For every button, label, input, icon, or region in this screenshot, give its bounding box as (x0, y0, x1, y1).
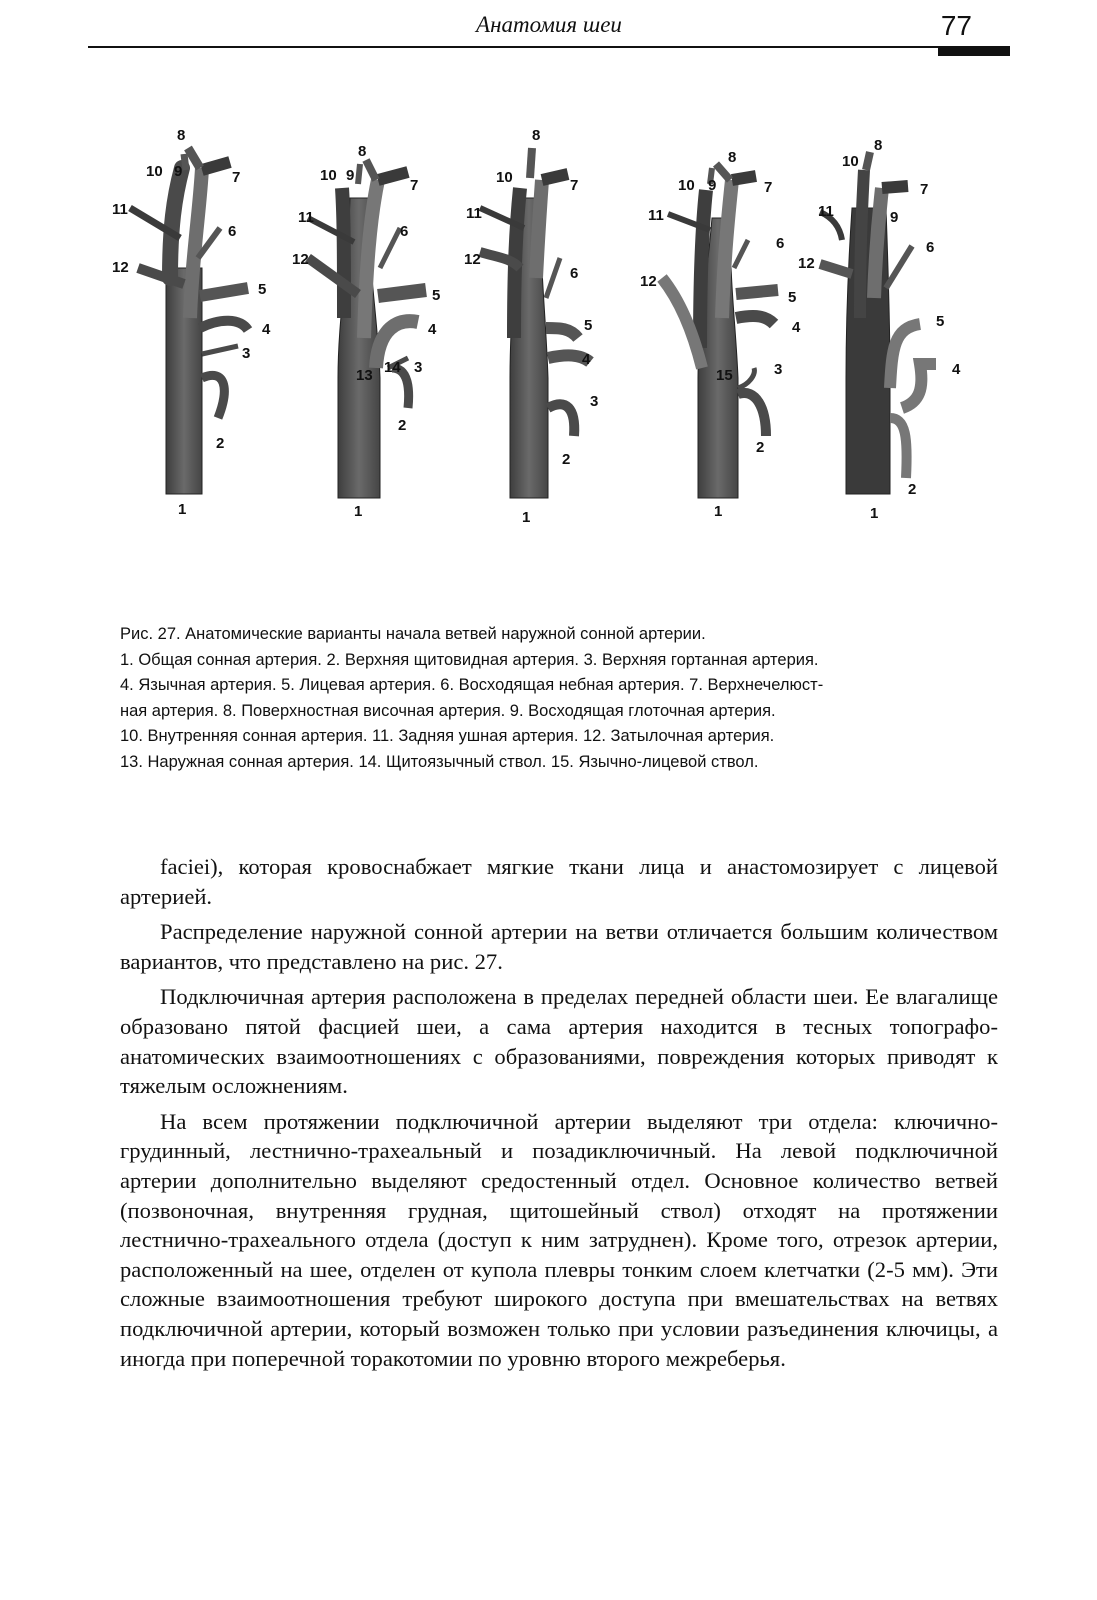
fig-label: 1 (354, 503, 363, 520)
fig-label: 6 (926, 239, 935, 256)
fig-label: 1 (522, 509, 531, 526)
paragraph: На всем протяжении подключичной артерии выделяют три отдела: ключично-грудинный, лестнично-трахеальный и позадиключичный. На левой подключичной артерии дополнительно выделяют средостенный отдел. Основное количество ветвей (позвоночная, внутренняя грудная, щитошейный ствол) отходят на протяжении лестнично-трахеального отдела (доступ к ним затруднен). Кроме того, отрезок артерии, расположенный на шее, отделен от купола плевры тонким слоем клетчатки (2-5 мм). Эти сложные взаимоотношения требуют широкого доступа при вмешательствах на ветвях подключичной артерии, который возможен только при условии разъединения ключицы, а иногда при поперечной торакотомии по уровню второго межреберья. (120, 1108, 998, 1371)
fig-label: 5 (936, 313, 945, 330)
fig-label: 1 (178, 501, 187, 518)
fig-label: 8 (177, 127, 186, 144)
fig-label: 7 (232, 169, 241, 186)
fig-label: 8 (532, 127, 541, 144)
caption-line: 10. Внутренняя сонная артерия. 11. Задняя ушная артерия. 12. Затылочная артерия. (120, 727, 775, 745)
fig-label: 7 (920, 181, 929, 198)
fig-label: 7 (764, 179, 773, 196)
figure-panel-3 (464, 127, 598, 526)
fig-label: 9 (174, 163, 183, 180)
fig-label: 10 (678, 177, 695, 194)
fig-label: 5 (258, 281, 267, 298)
fig-label: 11 (112, 201, 128, 218)
caption-title: Рис. 27. Анатомические варианты начала ветвей наружной сонной артерии. (120, 625, 706, 643)
header-rule (88, 46, 1010, 48)
fig-label: 12 (798, 255, 815, 272)
fig-label: 8 (728, 149, 737, 166)
fig-label: 2 (756, 439, 765, 456)
fig-label: 11 (648, 207, 664, 224)
fig-label: 12 (464, 251, 481, 268)
fig-label: 8 (358, 143, 367, 160)
fig-label: 15 (716, 367, 733, 384)
fig-label: 3 (414, 359, 423, 376)
fig-label: 4 (582, 351, 591, 368)
running-title: Анатомия шеи (476, 12, 622, 37)
paragraph: faciei), которая кровоснабжает мягкие ткани лица и анастомозирует с лицевой артерией. (120, 854, 998, 909)
running-head (88, 6, 1010, 46)
fig-label: 10 (842, 153, 859, 170)
fig-label: 1 (870, 505, 879, 522)
fig-label: 9 (708, 177, 717, 194)
fig-label: 11 (818, 203, 834, 220)
fig-label: 1 (714, 503, 723, 520)
fig-label: 12 (112, 259, 129, 276)
figure-caption (120, 622, 1000, 775)
figure-carotid-variants (90, 118, 1000, 538)
body-text (120, 852, 998, 1379)
fig-label: 8 (874, 137, 883, 154)
fig-label: 7 (410, 177, 419, 194)
fig-label: 5 (432, 287, 441, 304)
fig-label: 4 (792, 319, 801, 336)
fig-label: 2 (216, 435, 225, 452)
fig-label: 2 (398, 417, 407, 434)
fig-label: 6 (570, 265, 579, 282)
fig-label: 5 (788, 289, 797, 306)
fig-label: 6 (776, 235, 785, 252)
figure-panel-1 (112, 127, 271, 518)
fig-label: 3 (242, 345, 251, 362)
fig-label: 2 (908, 481, 917, 498)
header-thumb-tab (938, 46, 1010, 56)
fig-label: 12 (292, 251, 309, 268)
fig-label: 3 (590, 393, 599, 410)
fig-label: 4 (428, 321, 437, 338)
figure-panel-4 (640, 149, 801, 520)
paragraph: Распределение наружной сонной артерии на ветви отличается большим количеством вариантов, что представлено на рис. 27. (120, 919, 998, 974)
caption-line: ная артерия. 8. Поверхностная височная артерия. 9. Восходящая глоточная артерия. (120, 701, 776, 720)
fig-label: 7 (570, 177, 579, 194)
fig-label: 10 (320, 167, 337, 184)
fig-label: 10 (146, 163, 163, 180)
fig-label: 11 (298, 209, 314, 226)
fig-label: 4 (262, 321, 271, 338)
fig-label: 9 (346, 167, 355, 184)
caption-line: 4. Язычная артерия. 5. Лицевая артерия. 6. Восходящая небная артерия. 7. Верхнечелюст- (120, 676, 824, 694)
fig-label: 10 (496, 169, 513, 186)
fig-label: 9 (890, 209, 899, 226)
fig-label: 3 (774, 361, 783, 378)
fig-label: 6 (400, 223, 409, 240)
fig-label: 5 (584, 317, 593, 334)
fig-label: 14 (384, 359, 401, 376)
paragraph: Подключичная артерия расположена в пределах передней области шеи. Ее влагалище образовано пятой фасцией шеи, а сама артерия находится в тесных топографо-анатомических взаимоотношениях с образованиями, повреждения которых приводят к тяжелым осложнениям. (120, 984, 998, 1099)
figure-panel-5 (798, 137, 961, 522)
page-number: 77 (940, 10, 972, 41)
fig-label: 2 (562, 451, 571, 468)
fig-label: 13 (356, 367, 373, 384)
caption-line: 1. Общая сонная артерия. 2. Верхняя щитовидная артерия. 3. Верхняя гортанная артерия. (120, 650, 819, 669)
fig-label: 11 (466, 205, 482, 222)
figure-illustration (90, 118, 1000, 538)
fig-label: 6 (228, 223, 237, 240)
fig-label: 12 (640, 273, 657, 290)
fig-label: 4 (952, 361, 961, 378)
figure-panel-2 (292, 143, 440, 520)
caption-line: 13. Наружная сонная артерия. 14. Щитоязычный ствол. 15. Язычно-лицевой ствол. (120, 752, 759, 771)
